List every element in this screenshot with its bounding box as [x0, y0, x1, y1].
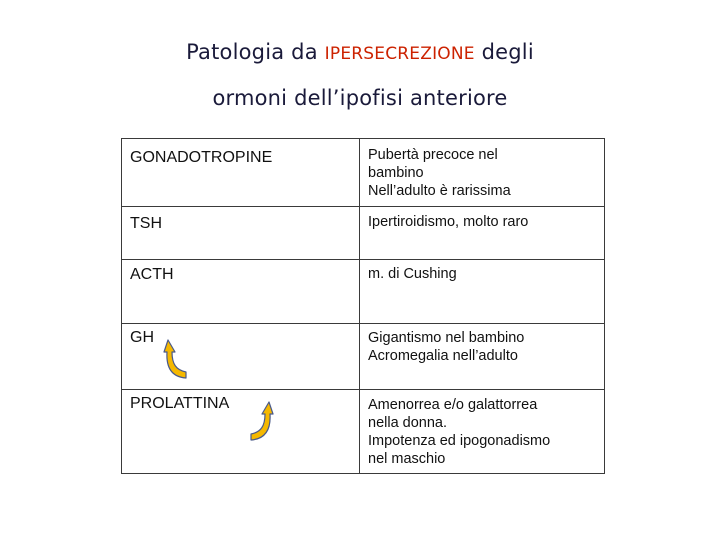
hormone-name: GONADOTROPINE: [130, 149, 273, 166]
hormone-name: GH: [130, 329, 154, 346]
table-row: [122, 390, 605, 474]
effect-line: Acromegalia nell’adulto: [368, 348, 518, 364]
effect-cell: [360, 324, 605, 390]
effect-line: Pubertà precoce nel: [368, 147, 498, 163]
effect-cell: [360, 207, 605, 260]
effect-line: Nell’adulto è rarissima: [368, 183, 511, 199]
hormone-cell: [122, 390, 360, 474]
curved-up-arrow-icon: [162, 336, 192, 380]
effect-line: m. di Cushing: [368, 266, 457, 282]
effect-line: Ipertiroidismo, molto raro: [368, 214, 529, 230]
hormone-cell: [122, 260, 360, 324]
hormone-name: TSH: [130, 215, 162, 232]
title-line-2: ormoni dell’ipofisi anteriore: [212, 86, 508, 110]
hormone-cell: [122, 139, 360, 207]
effect-line: nel maschio: [368, 451, 446, 467]
hormone-name: ACTH: [130, 266, 174, 283]
table-row: [122, 260, 605, 324]
table-row: [122, 324, 605, 390]
effect-line: bambino: [368, 165, 424, 181]
title-prefix: Patologia da: [186, 40, 325, 64]
effect-line: nella donna.: [368, 415, 448, 431]
effect-line: Gigantismo nel bambino: [368, 330, 525, 346]
title-suffix: degli: [474, 40, 534, 64]
effect-cell: [360, 260, 605, 324]
effect-cell: [360, 139, 605, 207]
title-line-1: [0, 40, 720, 64]
effect-line: Impotenza ed ipogonadismo: [368, 433, 551, 449]
table-row: [122, 139, 605, 207]
effect-line: Amenorrea e/o galattorrea: [368, 397, 538, 413]
title-highlight: IPERSECREZIONE: [324, 44, 475, 64]
hormone-cell: [122, 324, 360, 390]
hormone-name: PROLATTINA: [130, 395, 230, 412]
effect-cell: [360, 390, 605, 474]
curved-up-arrow-icon: [245, 398, 275, 442]
table-row: [122, 207, 605, 260]
hormone-cell: [122, 207, 360, 260]
hypersecretion-table: [121, 138, 605, 474]
